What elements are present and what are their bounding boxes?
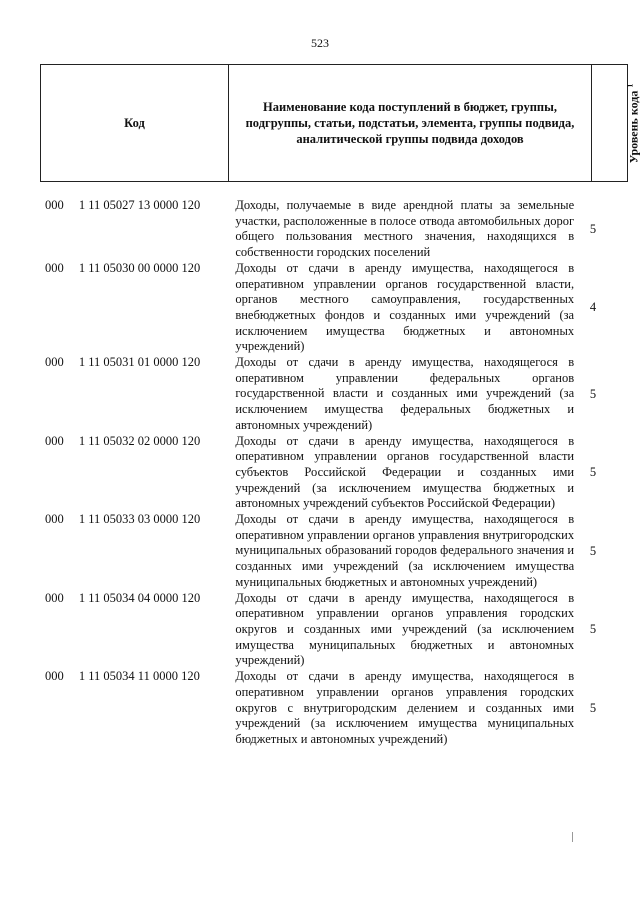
row-description: Доходы, получаемые в виде арендной платы за земельные участки, расположенные в полосе отвода автомобильных дорог общего пользования местного значения, находящихся в собственности городских поселений	[235, 198, 575, 260]
row-admin-code: 000	[45, 433, 64, 448]
table-row	[40, 591, 612, 670]
row-description: Доходы от сдачи в аренду имущества, находящегося в оперативном управлении органов государственной власти субъектов Российской Федерации и созданных ими учреждений (за исключением имущества бюджетных и автономных учреждений субъектов Российской Федерации)	[235, 433, 575, 511]
row-description: Доходы от сдачи в аренду имущества, находящегося в оперативном управлении органов управления городских округов с внутригородским делением и созданных ими учреждений (за исключением имущества муниципальных бюджетных и автономных учреждений)	[235, 669, 575, 746]
table-row	[40, 198, 612, 261]
row-level: 5	[589, 622, 597, 637]
row-code: 1 11 05034 11 0000 120	[78, 669, 200, 684]
row-code: 1 11 05033 03 0000 120	[78, 512, 201, 527]
table-row	[40, 512, 612, 591]
row-code: 1 11 05027 13 0000 120	[78, 198, 201, 212]
row-admin-code: 000	[45, 590, 64, 605]
margin-mark	[572, 832, 573, 842]
header-level	[592, 65, 640, 182]
row-level: 4	[589, 300, 597, 315]
table-header	[40, 64, 640, 182]
row-admin-code: 000	[45, 198, 64, 212]
row-description: Доходы от сдачи в аренду имущества, находящегося в оперативном управлении органов управления внутригородских муниципальных образований городов федерального значения и созданных ими учреждений (за исключением имущества муниципальных бюджетных и автономных учреждений)	[235, 512, 575, 589]
row-code: 1 11 05030 00 0000 120	[78, 260, 201, 275]
row-level: 5	[589, 543, 597, 558]
header-code: Код	[41, 65, 229, 182]
header-level-text: Уровень кода	[626, 90, 640, 163]
page-number: 523	[311, 36, 329, 50]
header-level-label	[622, 83, 640, 163]
row-admin-code: 000	[45, 512, 64, 527]
rows-list	[40, 198, 612, 748]
row-level: 5	[589, 221, 597, 236]
header-name: Наименование кода поступлений в бюджет, группы, подгруппы, статьи, подстатьи, элемента, группы подвида, аналитической группы подвида доходов	[229, 65, 592, 182]
row-description: Доходы от сдачи в аренду имущества, находящегося в оперативном управлении органов управления городских округов и созданных ими учреждений (за исключением имущества муниципальных бюджетных и автономных учреждений)	[235, 590, 575, 668]
row-level: 5	[589, 700, 597, 715]
row-admin-code: 000	[45, 355, 64, 370]
table-row	[40, 434, 612, 513]
row-description: Доходы от сдачи в аренду имущества, находящегося в оперативном управлении органов государственной власти, органов местного самоуправления, государственных внебюджетных фондов и созданных ими учреждений (за исключением имущества бюджетных и автономных учреждений)	[235, 260, 575, 354]
row-code: 1 11 05034 04 0000 120	[78, 590, 201, 605]
row-description: Доходы от сдачи в аренду имущества, находящегося в оперативном управлении федеральных органов государственной власти и созданных ими учреждений (за исключением имущества федеральных бюджетных и автономных учреждений)	[235, 355, 575, 432]
table-row	[40, 355, 612, 434]
header-level-footnote: 1	[625, 83, 635, 88]
row-code: 1 11 05031 01 0000 120	[78, 355, 201, 370]
row-code: 1 11 05032 02 0000 120	[78, 433, 201, 448]
table-row	[40, 261, 612, 355]
row-admin-code: 000	[45, 669, 64, 684]
row-level: 5	[589, 386, 597, 401]
row-level: 5	[589, 465, 597, 480]
table-row	[40, 669, 612, 748]
row-admin-code: 000	[45, 260, 64, 275]
